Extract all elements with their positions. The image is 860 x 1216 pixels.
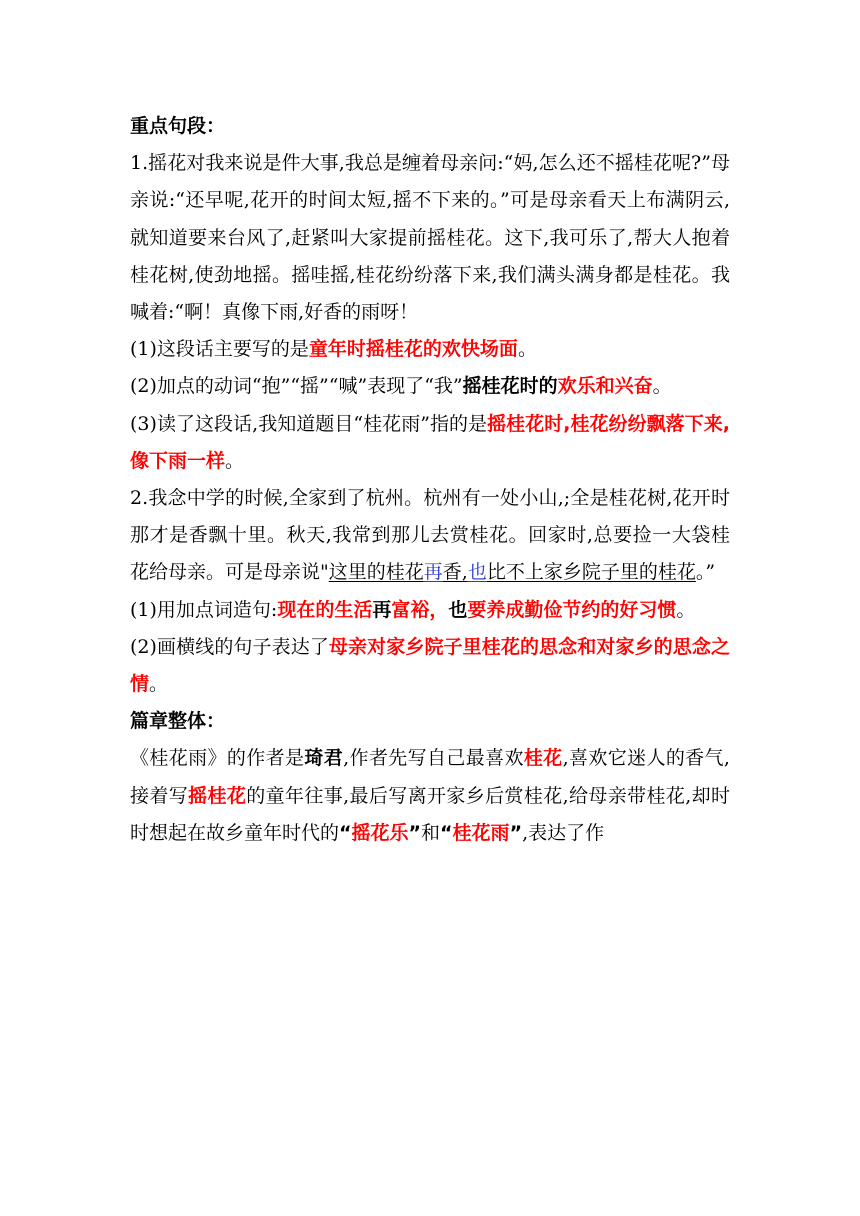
document-page — [130, 108, 730, 852]
summary-red-3: 摇花乐 — [351, 821, 409, 844]
summary-paragraph — [130, 740, 730, 852]
question-2-2-prefix: (2)画横线的句子表达了 — [130, 635, 329, 658]
summary-quote-close-2: ” — [509, 821, 523, 844]
summary-text-6: ,表达了作 — [522, 821, 605, 844]
summary-text-1: 《桂花雨》的作者是 — [130, 747, 305, 770]
question-2-1 — [130, 592, 730, 629]
passage-1-text: 1.摇花对我来说是件大事,我总是缠着母亲问:“妈,怎么还不摇桂花呢?”母亲说:“还早呢,花开的时间太短,摇不下来的。”可是母亲看天上布满阴云,就知道要来台风了,赶紧叫大家提前摇桂花。这下,我可乐了,帮大人抱着桂花树,使劲地摇。摇哇摇,桂花纷纷落下来,我们满头满身都是桂花。我喊着:“啊！真像下雨,好香的雨呀！ — [130, 152, 730, 324]
passage-2-suffix: 。” — [695, 561, 716, 584]
question-1-3 — [130, 406, 730, 480]
question-2-2-suffix: 。 — [149, 673, 169, 696]
question-2-2-answer: 母亲对家乡院子里桂花的思念和对家乡的思念之情 — [130, 635, 730, 696]
question-2-1-answer-c: 要养成勤俭节约的好习惯 — [467, 598, 677, 621]
question-1-3-answer: 摇桂花时,桂花纷纷飘落下来,像下雨一样 — [130, 412, 730, 472]
question-2-2 — [130, 629, 730, 703]
question-1-2-bold: 摇桂花时的 — [462, 375, 558, 398]
passage-1 — [130, 145, 730, 331]
question-1-1 — [130, 331, 730, 368]
passage-2 — [130, 480, 730, 592]
summary-red-4: 桂花雨 — [452, 821, 510, 844]
passage-2-underlined-c: 香, — [442, 561, 468, 584]
passage-2-dotted-word-zai: 再 — [423, 561, 443, 584]
summary-author: 琦君 — [304, 747, 344, 770]
question-2-1-word-ye: 也 — [448, 598, 468, 621]
question-2-1-word-zai: 再 — [372, 598, 392, 621]
question-2-1-prefix: (1)用加点词造句: — [130, 598, 278, 621]
question-1-2-prefix: (2)加点的动词“抱”“摇”“喊”表现了“我” — [130, 375, 463, 398]
passage-2-underlined-a: 这里的桂花 — [328, 561, 424, 584]
summary-red-1: 桂花 — [523, 747, 563, 770]
question-1-2 — [130, 368, 730, 405]
question-1-1-answer: 童年时摇桂花的欢快场面 — [308, 338, 518, 361]
question-1-3-prefix: (3)读了这段话,我知道题目“桂花雨”指的是 — [130, 412, 488, 435]
section-heading-key-passages: 重点句段： — [130, 115, 226, 137]
passage-2-underlined-e: 比不上家乡院子里的桂花 — [486, 561, 696, 584]
section-heading-overall: 篇章整体： — [130, 710, 226, 733]
summary-text-5: 和 — [421, 821, 441, 844]
summary-quote-open-2: “ — [440, 821, 453, 844]
question-1-2-answer: 欢乐和兴奋 — [557, 375, 653, 398]
summary-quote-close-1: ” — [408, 821, 422, 844]
summary-text-3: ,喜欢它迷人的香气,接着写 — [130, 747, 730, 807]
summary-red-2: 摇桂花 — [188, 784, 247, 807]
question-1-1-suffix: 。 — [517, 338, 537, 361]
question-1-3-suffix: 。 — [225, 449, 245, 472]
question-1-1-prefix: (1)这段话主要写的是 — [130, 338, 309, 361]
question-1-2-suffix: 。 — [652, 375, 672, 398]
summary-text-4: 的童年往事,最后写离开家乡后赏桂花,给母亲带桂花,却时时想起在故乡童年时代的 — [130, 784, 730, 844]
passage-2-dotted-word-ye: 也 — [467, 561, 487, 584]
question-2-1-suffix: 。 — [676, 598, 696, 621]
summary-quote-open-1: “ — [339, 821, 352, 844]
question-2-1-answer-a: 现在的生活 — [277, 598, 373, 621]
passage-2-text: 2.我念中学的时候,全家到了杭州。杭州有一处小山,;全是桂花树,花开时那才是香飘十里。秋天,我常到那儿去赏桂花。回家时,总要捡一大袋桂花给母亲。可是母亲说" — [130, 487, 730, 584]
summary-text-2: ,作者先写自己最喜欢 — [343, 747, 524, 770]
question-2-1-answer-b: 富裕， — [391, 598, 449, 621]
